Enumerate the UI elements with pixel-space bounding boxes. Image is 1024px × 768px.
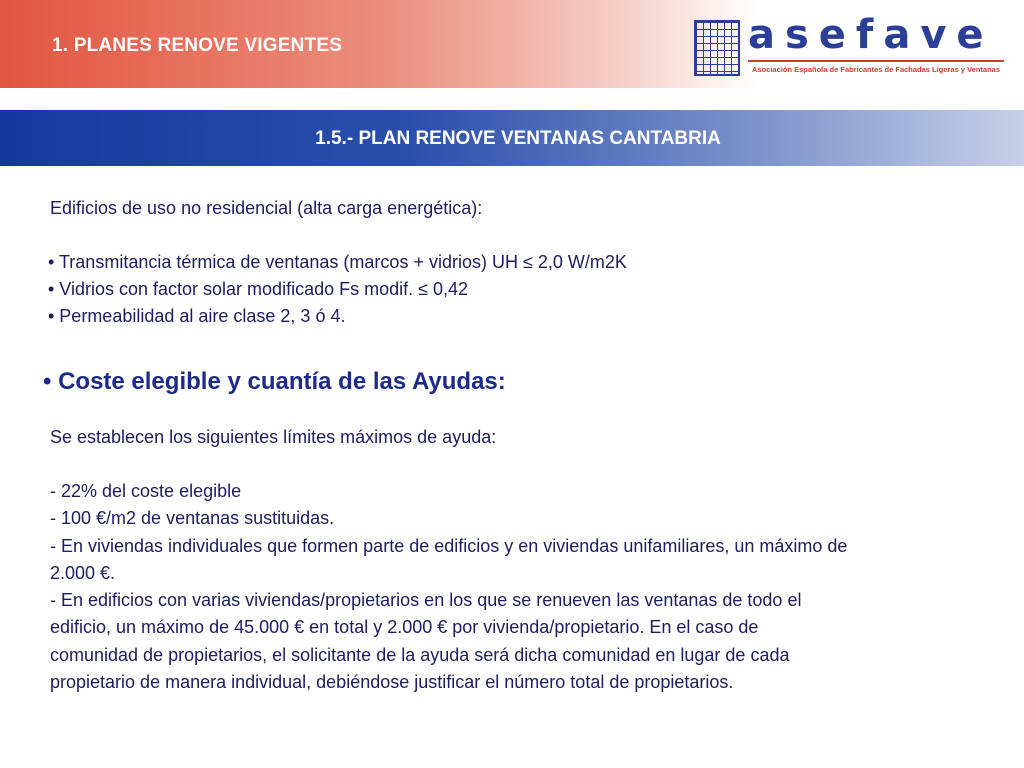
limit-item: - 100 €/m2 de ventanas sustituidas.: [50, 508, 335, 528]
section-title: 1. PLANES RENOVE VIGENTES: [52, 35, 343, 56]
section-heading: • Coste elegible y cuantía de las Ayudas:: [43, 368, 506, 395]
logo-grid-icon: [694, 20, 740, 76]
limit-item: - En edificios con varias viviendas/propietarios en los que se renueven las ventanas de todo el: [50, 590, 802, 610]
slide-subtitle: 1.5.- PLAN RENOVE VENTANAS CANTABRIA: [315, 128, 721, 149]
limit-item: - 22% del coste elegible: [50, 481, 242, 501]
limit-item: comunidad de propietarios, el solicitante de la ayuda será dicha comunidad en lugar de cada: [50, 645, 790, 665]
logo-subtitle: Asociación Española de Fabricantes de Fachadas Ligeras y Ventanas: [752, 65, 1001, 74]
bullet-item: • Vidrios con factor solar modificado Fs modif. ≤ 0,42: [48, 279, 469, 299]
logo-divider: [748, 60, 1004, 62]
intro-text: Edificios de uso no residencial (alta carga energética):: [50, 198, 483, 218]
limit-item: edificio, un máximo de 45.000 € en total y 2.000 € por vivienda/propietario. En el caso de: [50, 617, 759, 637]
logo-wordmark: asefave: [748, 12, 994, 58]
limit-item: 2.000 €.: [50, 563, 116, 583]
limit-item: propietario de manera individual, debiéndose justificar el número total de propietarios.: [50, 672, 734, 692]
limit-item: - En viviendas individuales que formen parte de edificios y en viviendas unifamiliares, un máximo de: [50, 536, 848, 556]
bullet-item: • Permeabilidad al aire clase 2, 3 ó 4.: [48, 306, 346, 326]
bullet-item: • Transmitancia térmica de ventanas (marcos + vidrios) UH ≤ 2,0 W/m2K: [48, 252, 627, 272]
asefave-logo: [694, 12, 1006, 82]
limits-intro: Se establecen los siguientes límites máximos de ayuda:: [50, 427, 497, 447]
